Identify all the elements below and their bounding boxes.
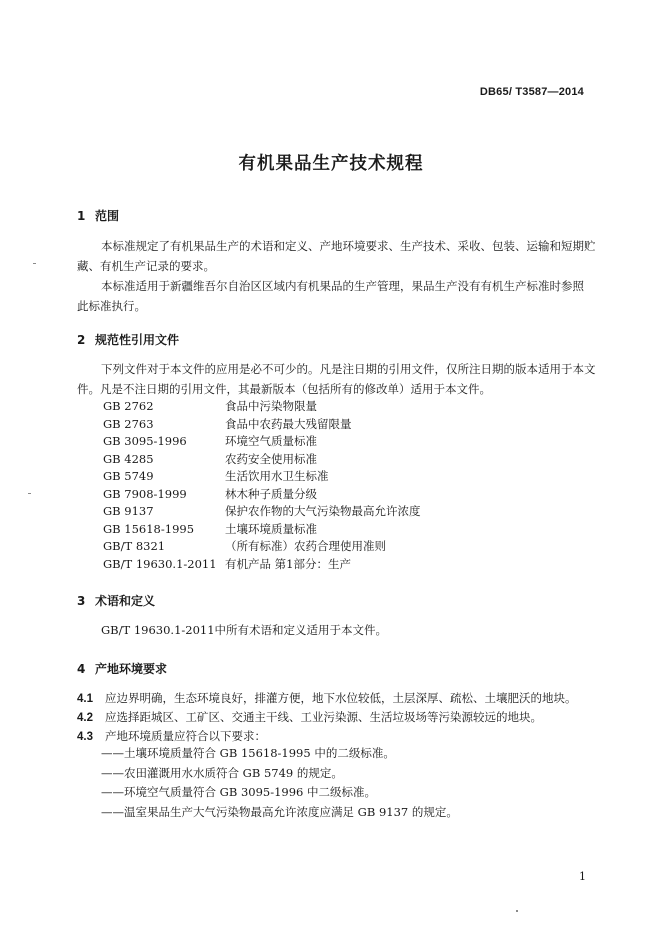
section-1-number: 1: [77, 209, 86, 223]
reference-row: [103, 451, 421, 469]
reference-row: [103, 503, 421, 521]
page-number: 1: [579, 870, 586, 883]
requirement-item-soil: ——土壤环境质量符合 GB 15618-1995 中的二级标准。: [101, 746, 395, 760]
scope-p1-line2: 藏、有机生产记录的要求。: [77, 259, 215, 273]
section-2-title: 规范性引用文件: [95, 333, 180, 347]
requirement-item-water: ——农田灌溉用水水质符合 GB 5749 的规定。: [101, 765, 343, 780]
reference-code: GB 2763: [103, 416, 154, 431]
clause-4-1: [77, 689, 577, 709]
document-title: 有机果品生产技术规程: [238, 154, 424, 174]
reference-list: [103, 398, 421, 573]
reference-code: GB/T 19630.1-2011: [103, 556, 217, 571]
clause-4-1-number: 4.1: [77, 693, 93, 705]
reference-row: [103, 433, 421, 451]
clause-4-2: [77, 708, 542, 728]
reference-row: [103, 556, 421, 574]
reference-code: GB 7908-1999: [103, 486, 187, 501]
normative-refs-intro: [77, 359, 605, 399]
reference-row: [103, 468, 421, 486]
section-3-title: 术语和定义: [95, 594, 156, 608]
document-code: DB65/ T3587—2014: [479, 86, 584, 98]
section-4-number: 4: [77, 662, 86, 676]
reference-code: GB 2762: [103, 399, 154, 413]
clause-4-2-number: 4.2: [77, 712, 93, 724]
scope-paragraph-2: [77, 276, 605, 316]
reference-row: [103, 416, 421, 434]
reference-name: 保护农作物的大气污染物最高允许浓度: [225, 504, 421, 518]
clause-4-3-number: 4.3: [77, 731, 93, 743]
section-4-title: 产地环境要求: [95, 662, 168, 676]
refs-intro-line1: 下列文件对于本文件的应用是必不可少的。凡是注日期的引用文件，仅所注日期的版本适用于本文: [101, 362, 596, 376]
reference-code: GB 3095-1996: [103, 434, 187, 448]
section-1-heading: [77, 207, 119, 224]
reference-name: 土壤环境质量标准: [225, 521, 317, 536]
clause-4-3-text: 产地环境质量应符合以下要求：: [105, 729, 266, 743]
reference-name: 生活饮用水卫生标准: [225, 469, 329, 483]
reference-code: GB 5749: [103, 469, 154, 483]
reference-code: GB 15618-1995: [103, 521, 195, 536]
scope-paragraph-1: [77, 236, 605, 276]
scan-mark: [33, 263, 36, 264]
scope-p2-line1: 本标准适用于新疆维吾尔自治区区域内有机果品的生产管理，果品生产没有有机生产标准时参照: [101, 279, 584, 293]
reference-code: GB/T 8321: [103, 539, 166, 553]
reference-name: 环境空气质量标准: [225, 434, 317, 448]
requirement-list: [101, 744, 458, 822]
reference-name: 林木种子质量分级: [225, 486, 317, 501]
reference-row: [103, 538, 421, 556]
reference-name: 农药安全使用标准: [225, 451, 317, 466]
section-3-number: 3: [77, 594, 86, 608]
reference-name: （所有标准）农药合理使用准则: [225, 539, 386, 553]
requirement-item-greenhouse: ——温室果品生产大气污染物最高允许浓度应满足 GB 9137 的规定。: [101, 804, 458, 819]
clause-4-1-text: 应边界明确，生态环境良好，排灌方便，地下水位较低，土层深厚、疏松、土壤肥沃的地块。: [105, 691, 577, 705]
reference-name: 食品中农药最大残留限量: [225, 416, 352, 431]
reference-row: [103, 521, 421, 539]
reference-row: [103, 486, 421, 504]
section-4-heading: [77, 660, 167, 677]
section-2-heading: [77, 331, 179, 348]
section-2-number: 2: [77, 333, 86, 347]
reference-code: GB 4285: [103, 451, 154, 466]
reference-row: [103, 398, 421, 416]
terms-paragraph: GB/T 19630.1-2011中所有术语和定义适用于本文件。: [101, 623, 388, 637]
clause-4-2-text: 应选择距城区、工矿区、交通主干线、工业污染源、生活垃圾场等污染源较远的地块。: [105, 710, 542, 724]
requirement-item-air: ——环境空气质量符合 GB 3095-1996 中二级标准。: [101, 785, 377, 799]
scan-mark: [516, 910, 518, 912]
refs-intro-line2: 件。凡是不注日期的引用文件，其最新版本（包括所有的修改单）适用于本文件。: [77, 382, 491, 396]
reference-name: 食品中污染物限量: [225, 399, 317, 413]
scope-p2-line2: 此标准执行。: [77, 299, 146, 313]
section-1-title: 范围: [95, 209, 120, 223]
reference-name: 有机产品 第1部分：生产: [225, 556, 351, 571]
scan-mark: [28, 493, 31, 494]
section-3-heading: [77, 592, 155, 609]
scope-p1-line1: 本标准规定了有机果品生产的术语和定义、产地环境要求、生产技术、采收、包装、运输和短期贮: [101, 239, 596, 253]
reference-code: GB 9137: [103, 504, 154, 518]
